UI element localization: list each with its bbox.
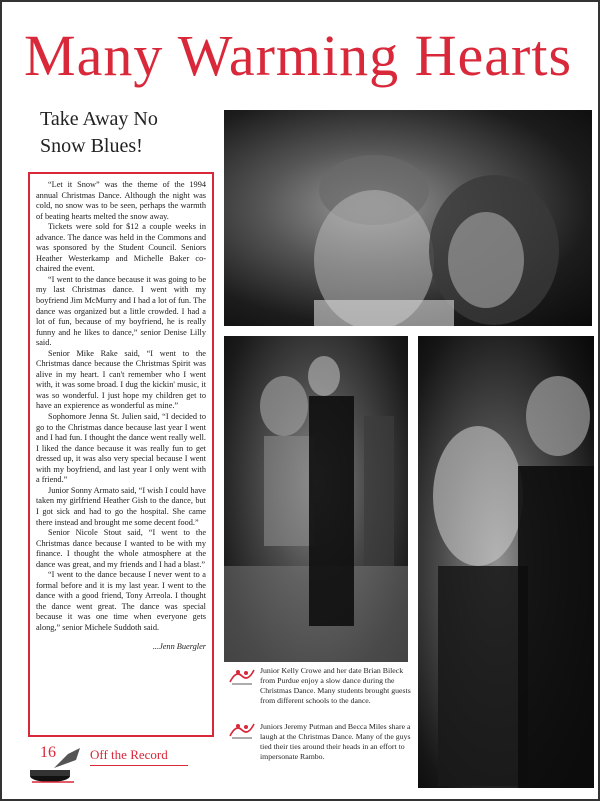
story-paragraph: Junior Sonny Armato said, “I wish I could have taken my girlfriend Heather Gish to the dance, but I got sick and had to go the hospital. She came there instead and brought me some decent food.”: [36, 485, 206, 527]
section-title: Off the Record: [90, 747, 168, 762]
story-byline: ...Jenn Buergler: [152, 641, 206, 651]
dancing-couple-icon: [228, 720, 256, 740]
story-paragraph: Senior Nicole Stout said, “I went to the Christmas dance because I wanted to be with my finance. I thought the whole atmosphere at the dance was great, and my friends and I had a blast.”: [36, 528, 206, 569]
footer-rule: [90, 765, 188, 766]
subheadline-line-1: Take Away No: [40, 108, 158, 130]
subheadline: [40, 106, 220, 160]
photo-slow-dance: [224, 336, 408, 662]
story-box: [28, 172, 214, 737]
story-paragraph: “I went to the dance because I never went to a formal before and it is my last year. I went to the dance with a good friend, Tony Arreola. I thought the dance went great. The dance was special because it was one time when everyone gets along,” senior Michele Suddoth said.: [36, 570, 206, 632]
photo-couple-embrace-image: [224, 110, 592, 326]
photo-slow-dance-image: [224, 336, 408, 662]
photo-couple-laughing-image: [418, 336, 594, 788]
story-paragraph: “Let it Snow” was the theme of the 1994 annual Christmas Dance. Although the night was cold, no snow was to be seen, perhaps the warmth of beating hearts melted the snow away.: [36, 180, 206, 221]
photo-couple-laughing: [418, 336, 594, 788]
dancing-couple-icon: [228, 666, 256, 686]
subheadline-line-2: Snow Blues!: [40, 135, 143, 157]
photo-caption-1: Junior Kelly Crowe and her date Brian Bileck from Purdue enjoy a slow dance during the Christmas Dance. Many students brought guests from different schools to the dance.: [260, 666, 411, 705]
story-paragraph: Senior Mike Rake said, “I went to the Christmas dance because the Christmas Spirit was alive in my heart. I can't remember who I went with, it was some broad. I dug the kickin' music, it was so wonderful. I just hope my children get to have an expierence as wonderful as mine.”: [36, 348, 206, 411]
story-paragraph: Sophomore Jenna St. Julien said, “I decided to go to the Christmas dance because last year I went and I had fun. I thought the dance went really well. I liked the dance because it was really fun to get dressed up, it was also very special because I went with my boyfriend, and last year I only went with a friend.”: [36, 412, 206, 485]
story-paragraph: “I went to the dance because it was going to be my last Christmas dance. I went with my boyfriend Jim McMurry and I had a lot of fun. The dance was organized but a little crowded. I had a lot of fun, because of my boyfriend, he is really funny and he likes to dance,” senior Denise Lilly said.: [36, 274, 206, 348]
page-number: 16: [40, 744, 56, 761]
photo-caption-2: Juniors Jeremy Putman and Becca Miles share a laugh at the Christmas Dance. Many of the guys tied their ties around their heads in an effort to impersonate Rambo.: [260, 722, 411, 761]
page-headline: Many Warming Hearts: [24, 23, 573, 88]
gramophone-logo-icon: [24, 742, 88, 788]
story-paragraph: Tickets were sold for $12 a couple weeks in advance. The dance was held in the Commons and was sponsored by the Student Council. Seniors Heather Westerkamp and Michelle Baker co-chaired the event.: [36, 222, 206, 274]
photo-couple-embrace: [224, 110, 592, 326]
